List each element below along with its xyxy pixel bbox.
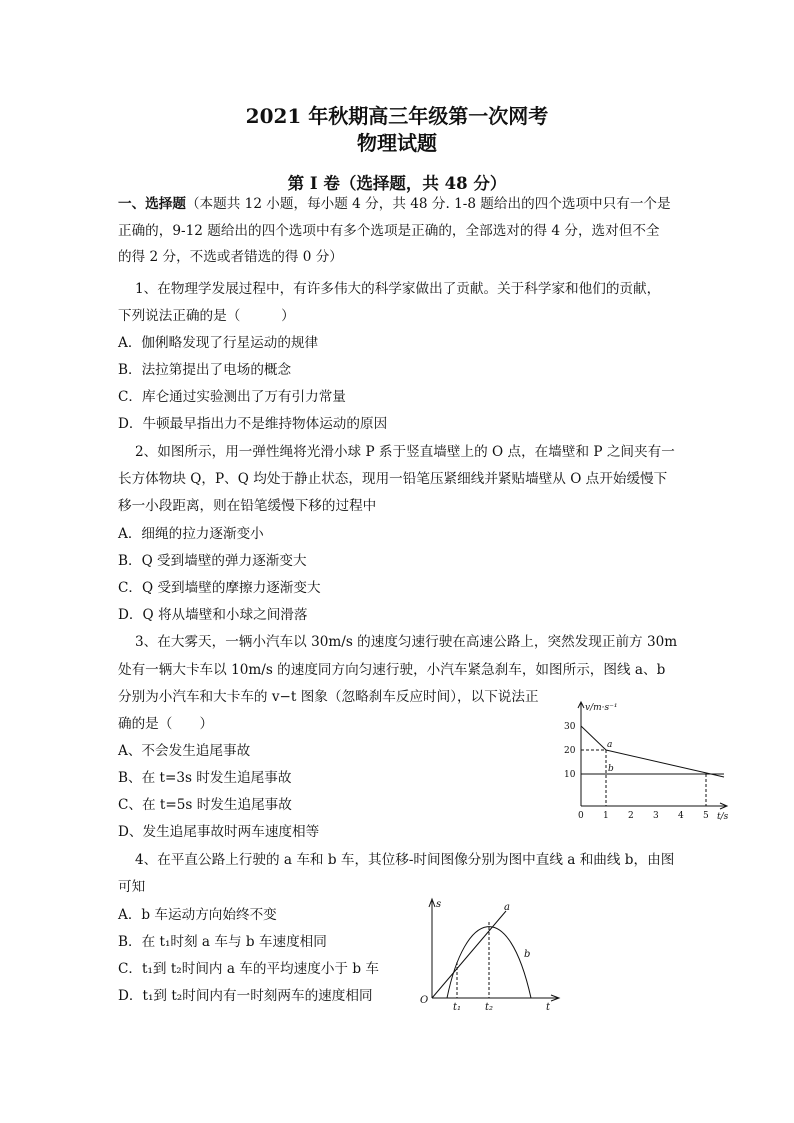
q3-xtick-0: 0: [578, 811, 584, 821]
q2-option-b: B．Q 受到墙壁的弹力逐渐变大: [118, 553, 307, 569]
q3-option-d: D、发生追尾事故时两车速度相等: [118, 824, 320, 840]
instructions-line-3: 的得 2 分，不选或者错选的得 0 分）: [118, 249, 343, 265]
q4-option-c: C．t₁到 t₂时间内 a 车的平均速度小于 b 车: [118, 961, 379, 977]
q3-stem-line-2: 处有一辆大卡车以 10m/s 的速度同方向匀速行驶，小汽车紧急刹车，如图所示，图线 a、b: [118, 662, 666, 678]
q4-line-a: [432, 911, 506, 998]
q3-xtick-5: 5: [703, 811, 709, 821]
q1-stem-line-2: 下列说法正确的是（ ）: [118, 308, 295, 324]
q1-option-c: C．库仑通过实验测出了万有引力常量: [118, 389, 346, 405]
q4-y-label: s: [436, 899, 442, 910]
q3-xtick-4: 4: [678, 811, 684, 821]
q2-option-d: D．Q 将从墙壁和小球之间滑落: [118, 607, 308, 623]
q1-stem-line-1: 1、在物理学发展过程中，有许多伟大的科学家做出了贡献。关于科学家和他们的贡献，: [135, 281, 661, 297]
q3-option-a: A、不会发生追尾事故: [118, 743, 251, 759]
q3-y-label: v/m·s⁻¹: [585, 703, 618, 713]
q3-option-b: B、在 t=3s 时发生追尾事故: [118, 770, 292, 786]
q4-t1-label: t₁: [453, 1002, 462, 1013]
q1-option-a: A．伽俐略发现了行星运动的规律: [118, 335, 319, 351]
q3-xtick-3: 3: [653, 811, 659, 821]
exam-title: 2021 年秋期高三年级第一次网考: [245, 104, 549, 128]
q3-line-a-brake: [581, 726, 606, 750]
q4-t2-label: t₂: [485, 1002, 494, 1013]
q4-stem-line-2: 可知: [118, 879, 146, 895]
q2-stem-line-1: 2、如图所示，用一弹性绳将光滑小球 P 系于竖直墙壁上的 O 点，在墙壁和 P 之间夹有一: [135, 444, 675, 460]
q2-stem-line-3: 移一小段距离，则在铅笔缓慢下移的过程中: [118, 498, 377, 514]
q2-option-a: A．细绳的拉力逐渐变小: [118, 526, 264, 542]
q3-x-label: t/s: [717, 812, 729, 822]
q4-x-label: t: [546, 1002, 551, 1013]
q4-st-graph: [410, 893, 570, 1013]
q3-xtick-1: 1: [603, 811, 609, 821]
q3-label-b: b: [608, 764, 614, 774]
q1-option-b: B．法拉第提出了电场的概念: [118, 362, 292, 378]
instructions-text: （本题共 12 小题，每小题 4 分，共 48 分. 1-8 题给出的四个选项中只有一个是: [185, 196, 671, 212]
instructions-line-1: [118, 195, 671, 213]
section-heading: 第 I 卷（选择题，共 48 分）: [287, 174, 507, 193]
q3-stem-line-1: 3、在大雾天，一辆小汽车以 30m/s 的速度匀速行驶在高速公路上，突然发现正前方 30m: [135, 634, 678, 650]
q2-option-c: C．Q 受到墙壁的摩擦力逐渐变大: [118, 580, 321, 596]
q1-option-d: D．牛顿最早指出力不是维持物体运动的原因: [118, 416, 388, 432]
q4-option-b: B．在 t₁时刻 a 车与 b 车速度相同: [118, 934, 327, 950]
q3-option-c: C、在 t=5s 时发生追尾事故: [118, 797, 292, 813]
q3-xtick-2: 2: [628, 811, 634, 821]
instructions-line-2: 正确的，9-12 题给出的四个选项中有多个选项是正确的，全部选对的得 4 分，选对但不全: [118, 223, 660, 239]
instructions-label: 一、选择题: [118, 196, 186, 212]
q4-stem-line-1: 4、在平直公路上行驶的 a 车和 b 车，其位移-时间图像分别为图中直线 a 和曲线 b，由图: [135, 852, 675, 868]
subject-title: 物理试题: [357, 131, 437, 155]
q4-label-b: b: [524, 949, 531, 960]
q3-stem-line-3: 分别为小汽车和大卡车的 v−t 图象（忽略刹车反应时间），以下说法正: [118, 689, 539, 705]
q3-ytick-10: 10: [564, 770, 576, 780]
q4-option-d: D．t₁到 t₂时间内有一时刻两车的速度相同: [118, 988, 373, 1004]
q3-ytick-20: 20: [564, 746, 576, 756]
q3-stem-line-4: 确的是（ ）: [118, 716, 214, 732]
q3-label-a: a: [607, 740, 613, 750]
q3-line-a-slow: [606, 750, 724, 777]
q4-option-a: A．b 车运动方向始终不变: [118, 907, 277, 923]
q3-vt-graph: [560, 698, 740, 823]
q3-ytick-30: 30: [564, 722, 576, 732]
q4-origin-label: O: [420, 995, 429, 1006]
q4-label-a: a: [504, 902, 510, 913]
q2-stem-line-2: 长方体物块 Q，P、Q 均处于静止状态，现用一铅笔压紧细线并紧贴墙壁从 O 点开始缓慢下: [118, 471, 668, 487]
